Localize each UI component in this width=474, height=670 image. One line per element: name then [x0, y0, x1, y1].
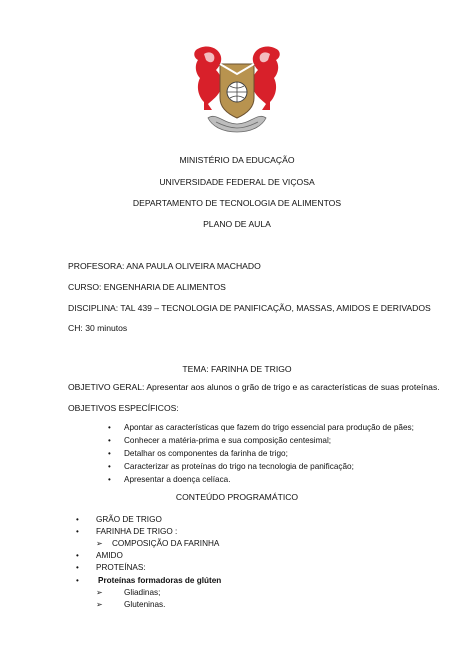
header-university: UNIVERSIDADE FEDERAL DE VIÇOSA: [159, 177, 315, 187]
arrow-bullet-icon: ➢: [96, 600, 103, 609]
arrow-bullet-icon: ➢: [96, 588, 103, 597]
conteudo-sub-gliadinas: Gliadinas;: [124, 588, 161, 597]
conteudo-item-grao: GRÃO DE TRIGO: [96, 515, 162, 524]
bullet-icon: •: [108, 449, 111, 458]
header-ministry: MINISTÉRIO DA EDUCAÇÃO: [179, 155, 295, 165]
objetivos-especificos-title: OBJETIVOS ESPECÍFICOS:: [68, 403, 179, 413]
conteudo-item-farinha: FARINHA DE TRIGO :: [96, 527, 178, 536]
bullet-icon: •: [108, 462, 111, 471]
bullet-icon: •: [76, 515, 79, 524]
info-profesora: PROFESORA: ANA PAULA OLIVEIRA MACHADO: [68, 261, 261, 271]
bullet-icon: •: [108, 423, 111, 432]
bullet-icon: •: [76, 551, 79, 560]
university-crest-logo: [190, 40, 284, 136]
objetivo-geral: OBJETIVO GERAL: Apresentar aos alunos o grão de trigo e as características de suas proteínas.: [68, 382, 440, 392]
conteudo-item-gluten: Proteínas formadoras de glúten: [98, 576, 222, 585]
bullet-icon: •: [76, 563, 79, 572]
conteudo-item-proteinas: PROTEÍNAS:: [96, 563, 146, 572]
bullet-icon: •: [108, 475, 111, 484]
header-plan: PLANO DE AULA: [203, 219, 271, 229]
arrow-bullet-icon: ➢: [96, 539, 103, 548]
list-item: Caracterizar as proteínas do trigo na tecnologia de panificação;: [124, 462, 354, 471]
conteudo-item-amido: AMIDO: [96, 551, 123, 560]
conteudo-sub-composicao: COMPOSIÇÃO DA FARINHA: [112, 539, 220, 548]
bullet-icon: •: [76, 576, 79, 585]
info-ch: CH: 30 minutos: [68, 323, 128, 333]
info-disciplina: DISCIPLINA: TAL 439 – TECNOLOGIA DE PANIFICAÇÃO, MASSAS, AMIDOS E DERIVADOS: [68, 303, 431, 313]
bullet-icon: •: [108, 436, 111, 445]
list-item: Apresentar a doença celíaca.: [124, 475, 231, 484]
list-item: Apontar as características que fazem do trigo essencial para produção de pães;: [124, 423, 414, 432]
list-item: Conhecer a matéria-prima e sua composição centesimal;: [124, 436, 332, 445]
info-curso: CURSO: ENGENHARIA DE ALIMENTOS: [68, 282, 226, 292]
conteudo-sub-gluteninas: Gluteninas.: [124, 600, 166, 609]
conteudo-title: CONTEÚDO PROGRAMÁTICO: [175, 492, 299, 502]
bullet-icon: •: [76, 527, 79, 536]
header-department: DEPARTAMENTO DE TECNOLOGIA DE ALIMENTOS: [132, 198, 342, 208]
tema-title: TEMA: FARINHA DE TRIGO: [182, 364, 292, 374]
list-item: Detalhar os componentes da farinha de trigo;: [124, 449, 288, 458]
